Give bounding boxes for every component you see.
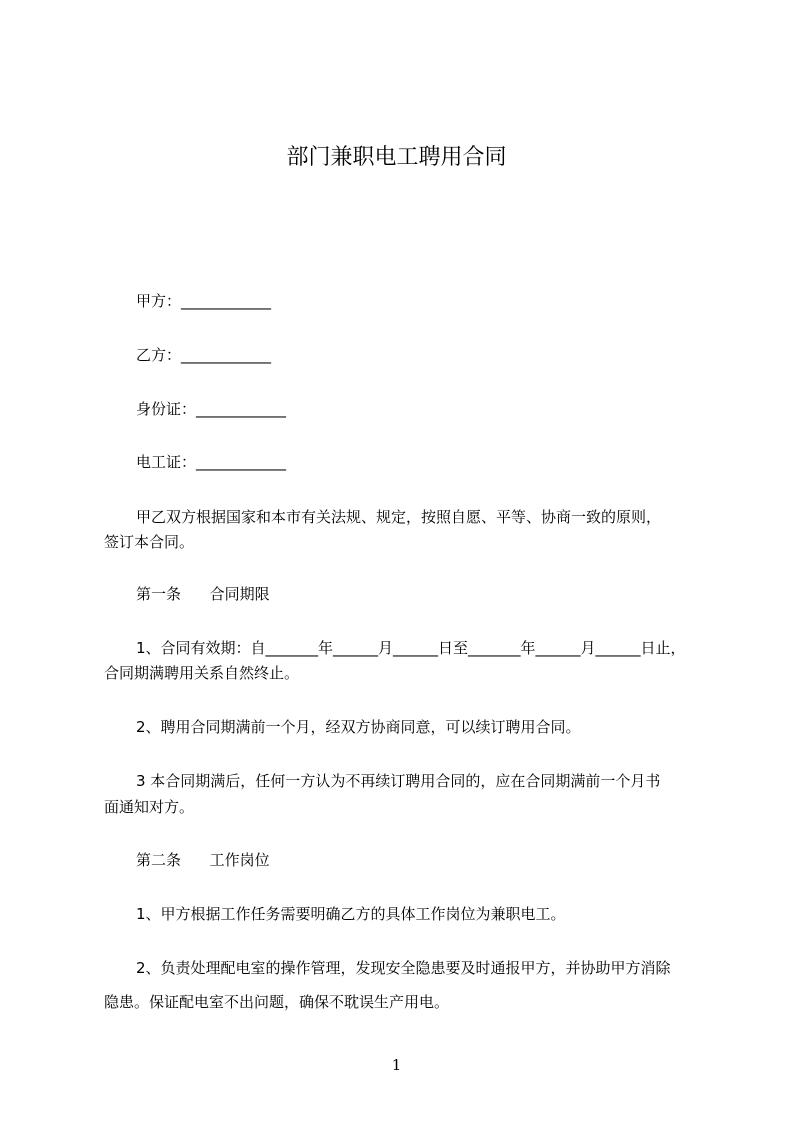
id-card-field: 身份证：____________ (136, 400, 287, 418)
article-2-item-2-line-2: 隐患。保证配电室不出问题，确保不耽误生产用电。 (104, 993, 450, 1011)
article-1-item-1-line-1: 1、合同有效期：自_______年______月______日至_______年______月______日止， (136, 639, 686, 657)
article-1-item-3-line-2: 面通知对方。 (104, 798, 195, 816)
intro-line-2: 签订本合同。 (104, 533, 195, 551)
article-1-item-3-line-1: 3 本合同期满后，任何一方认为不再续订聘用合同的，应在合同期满前一个月书 (136, 772, 661, 790)
article-1-heading: 第一条 合同期限 (136, 585, 270, 603)
article-1-item-1-line-2: 合同期满聘用关系自然终止。 (104, 664, 300, 682)
intro-line-1: 甲乙双方根据国家和本市有关法规、规定，按照自愿、平等、协商一致的原则， (136, 508, 662, 526)
article-2-heading: 第二条 工作岗位 (136, 851, 270, 869)
article-1-item-2: 2、聘用合同期满前一个月，经双方协商同意，可以续订聘用合同。 (136, 718, 581, 736)
page-number: 1 (391, 1056, 402, 1074)
electrician-cert-field: 电工证：____________ (136, 453, 287, 471)
article-2-item-1: 1、甲方根据工作任务需要明确乙方的具体工作岗位为兼职电工。 (136, 905, 566, 923)
party-a-field: 甲方：____________ (136, 292, 272, 310)
document-title: 部门兼职电工聘用合同 (286, 145, 507, 170)
party-b-field: 乙方：____________ (136, 346, 272, 364)
article-2-item-2-line-1: 2、负责处理配电室的操作管理，发现安全隐患要及时通报甲方，并协助甲方消除 (136, 959, 671, 977)
